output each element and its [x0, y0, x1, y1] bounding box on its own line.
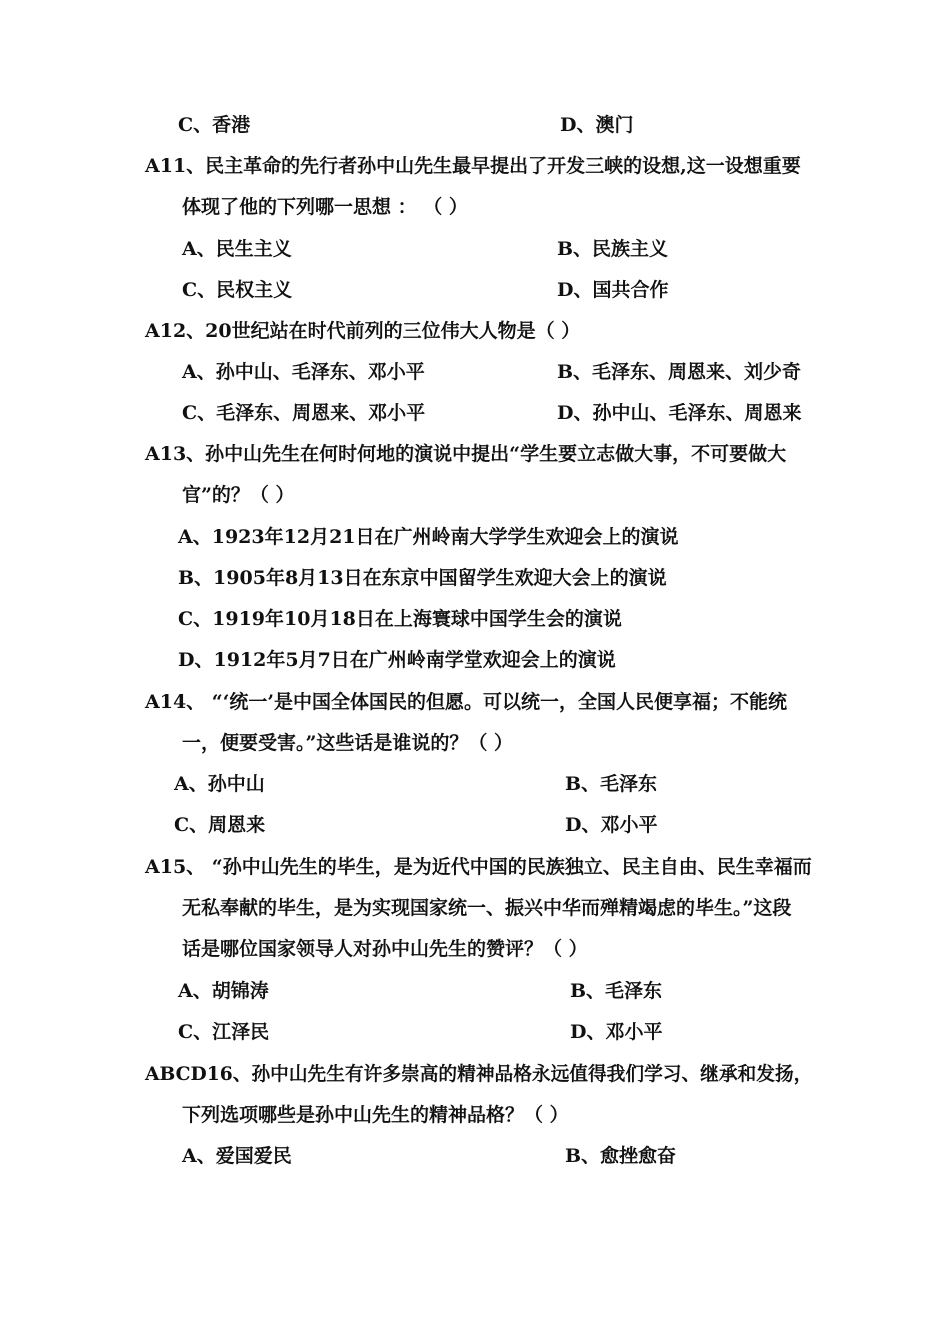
q11-stem-line2: 体现了他的下列哪一思想 ： （ ） — [182, 196, 468, 218]
q11-option-c: C、民权主义 — [182, 279, 293, 301]
q14-stem-line2: 一，便要受害。”这些话是谁说的？（ ） — [182, 732, 514, 754]
q16-option-a: A、爱国爱民 — [182, 1145, 292, 1167]
q13-option-d: D、1912年5月7日在广州岭南学堂欢迎会上的演说 — [178, 649, 616, 671]
q13-option-b: B、1905年8月13日在东京中国留学生欢迎大会上的演说 — [178, 567, 667, 589]
q11-option-b: B、民族主义 — [557, 238, 669, 260]
q14-option-c: C、周恩来 — [174, 814, 266, 836]
q11-option-a: A、民生主义 — [182, 238, 292, 260]
q11-option-d: D、国共合作 — [557, 279, 669, 301]
q15-stem-line3: 话是哪位国家领导人对孙中山先生的赞评？（ ） — [182, 938, 588, 960]
q10-option-c: C、香港 — [178, 114, 251, 136]
q16-stem-line1: ABCD16、孙中山先生有许多崇高的精神品格永远值得我们学习、继承和发扬， — [145, 1063, 813, 1085]
q12-option-c: C、毛泽东、周恩来、邓小平 — [182, 402, 426, 424]
q14-stem-line1: A14、 “‘统一’是中国全体国民的但愿。可以统一，全国人民便享福；不能统 — [145, 691, 787, 713]
q15-option-b: B、毛泽东 — [570, 980, 663, 1002]
q10-option-d: D、澳门 — [560, 114, 634, 136]
q16-option-b: B、愈挫愈奋 — [565, 1145, 677, 1167]
q12-option-a: A、孙中山、毛泽东、邓小平 — [182, 361, 425, 383]
q16-stem-line2: 下列选项哪些是孙中山先生的精神品格？（ ） — [182, 1104, 569, 1126]
q12-stem-line1: A12、20世纪站在时代前列的三位伟大人物是（ ） — [145, 320, 581, 342]
q11-stem-line1: A11、民主革命的先行者孙中山先生最早提出了开发三峡的设想,这一设想重要 — [145, 155, 801, 177]
q14-option-b: B、毛泽东 — [565, 773, 658, 795]
q12-option-b: B、毛泽东、周恩来、刘少奇 — [557, 361, 802, 383]
q15-option-a: A、胡锦涛 — [178, 980, 269, 1002]
q15-option-c: C、江泽民 — [178, 1021, 270, 1043]
q12-option-d: D、孙中山、毛泽东、周恩来 — [557, 402, 802, 424]
q15-stem-line1: A15、 “孙中山先生的毕生，是为近代中国的民族独立、民主自由、民生幸福而 — [145, 856, 812, 878]
q14-option-d: D、邓小平 — [565, 814, 658, 836]
q13-option-a: A、1923年12月21日在广州岭南大学学生欢迎会上的演说 — [178, 526, 679, 548]
q14-option-a: A、孙中山 — [174, 773, 265, 795]
q13-stem-line2: 官”的？（ ） — [182, 484, 295, 506]
q15-stem-line2: 无私奉献的毕生，是为实现国家统一、振兴中华而殚精竭虑的毕生。”这段 — [182, 897, 792, 919]
q15-option-d: D、邓小平 — [570, 1021, 663, 1043]
q13-stem-line1: A13、孙中山先生在何时何地的演说中提出“学生要立志做大事，不可要做大 — [145, 443, 787, 465]
q13-option-c: C、1919年10月18日在上海寰球中国学生会的演说 — [178, 608, 622, 630]
